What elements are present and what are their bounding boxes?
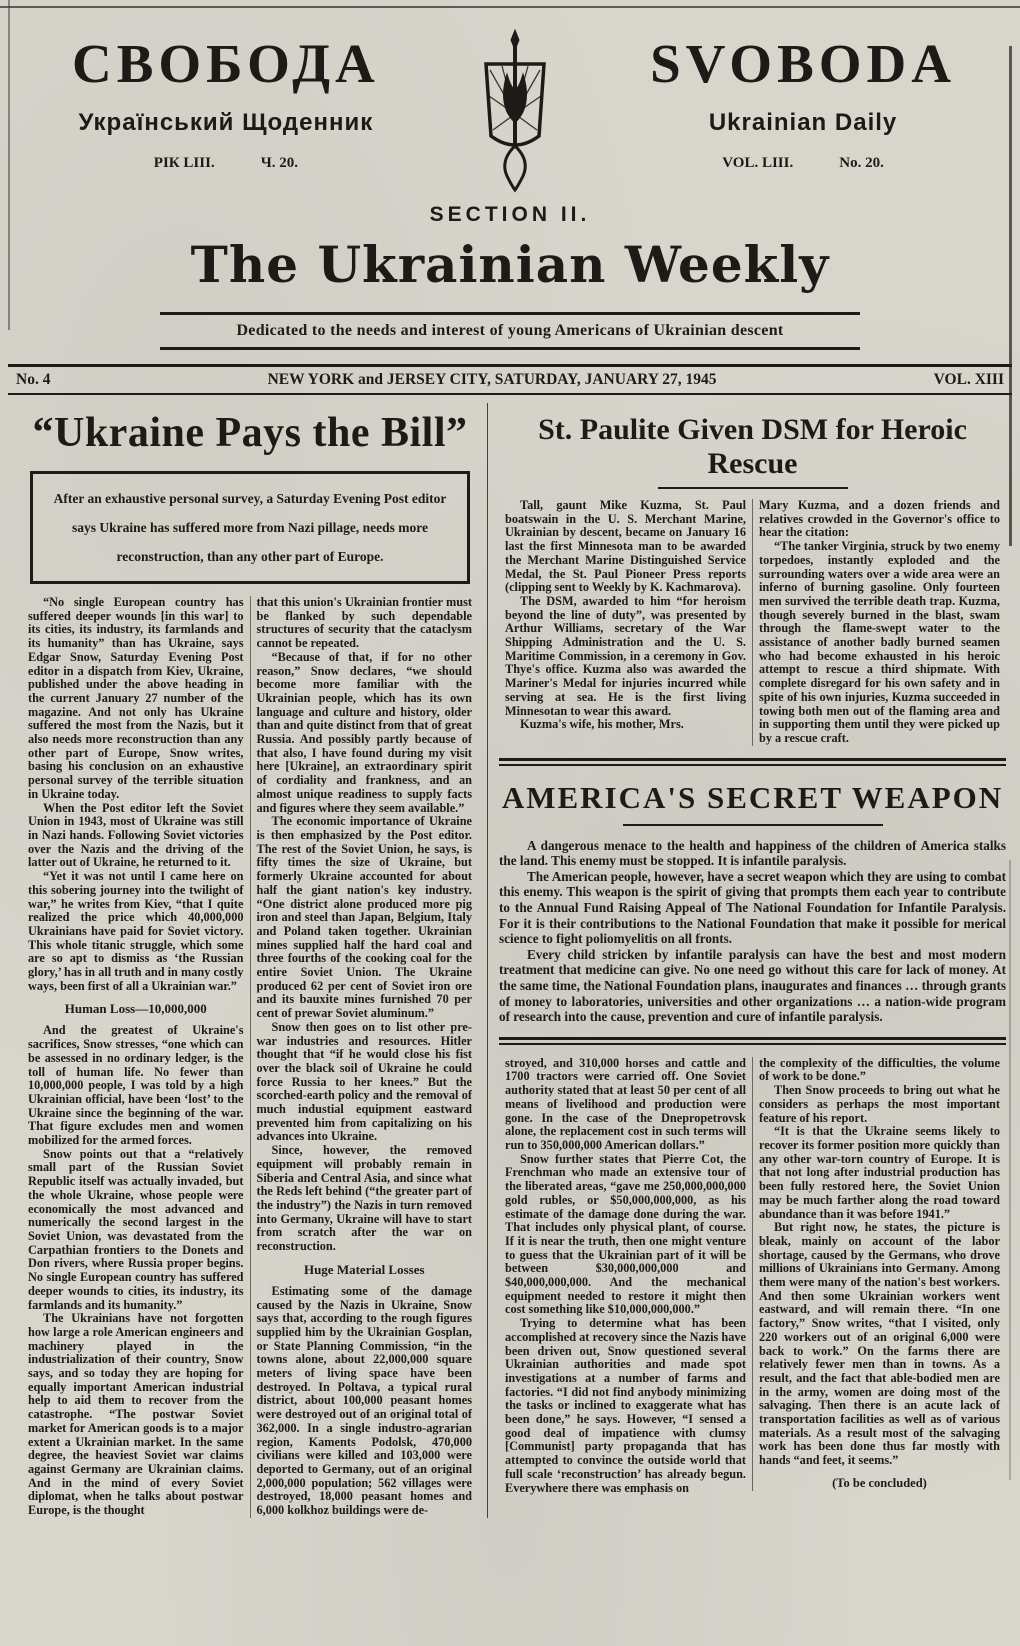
article-paragraph: Snow further states that Pierre Cot, the Frenchman who made an extensive tour of the liberated areas, “gave me 250,000,000,000 gold rubles, or $50,000,000,000, as his estimate of the damage done during the war. That includes only physical plant, of course. If it is near the truth, then one might venture to guess that the Ukrainian part of it will be between $30,000,000,000 and $40,000,000,000. And the mechanical equipment needed to restore it might then cost something like $10,000,000,000.”: [505, 1151, 746, 1317]
section-divider-rule: [499, 758, 1006, 766]
section-label: SECTION II.: [429, 203, 591, 226]
article-paragraph: Tall, gaunt Mike Kuzma, St. Paul boatswain in the U. S. Merchant Marine, Ukrainian by descent, became on January 16 last the first Minnesota man to be awarded the Merchant Marine Distinguished Service Medal, the St. Paul Pioneer Press reports (clipping sent to Weekly by K. Kachmarova).: [505, 498, 746, 595]
city-and-date: NEW YORK and JERSEY CITY, SATURDAY, JANUARY 27, 1945: [267, 371, 717, 388]
dsm-article-headline: St. Paulite Given DSM for Heroic Rescue: [538, 413, 967, 480]
article-paragraph: Snow then goes on to list other pre-war industries and resources. Hitler thought that “if he would close his fist over the black soil of Ukraine he could force Russia to her knees.” But the scorched-earth policy and the removal of much industial equipment eastward prevented him from capitalizing on his advances into Ukraine.: [256, 1019, 472, 1144]
article-paragraph: Estimating some of the damage caused by the Nazis in Ukraine, Snow says that, according to the rough figures supplied him by the Ukrainian Gosplan, or State Planning Commission, “in the towns alone, about 22,000,000 square meters of living space have been destroyed. In Poltava, a typical rural district, about 100,000 peasant homes were destroyed out of an original total of 362,000. In a single industro-agrarian region, Kaments Podolsk, 470,000 civilians were killed and 103,000 were deported to Germany, out of an original 2,000,000 population; 562 villages were destroyed, 18,000 peasant homes and 6,000 kolkhoz buildings were de-: [256, 1283, 472, 1518]
article-paragraph: Every child stricken by infantile paralysis can have the best and most modern treatment that medicine can give. No one need go without this care for lack of money. At the same time, the National Foundation plans, inaugurates and finances … through grants of money to laboratories, universities and other organizations … a nation-wide program of research into the cause, prevention and cure of infantile paralysis.: [499, 946, 1006, 1025]
article-paragraph: “It is that the Ukraine seems likely to recover its former position more quickly than any other war-torn country of Europe. It is that not long after industrial production has been fully restored here, the Soviet Union may be much farther along the road toward abundance than it was before 1941.”: [759, 1124, 1000, 1221]
article-paragraph: But right now, he states, the picture is bleak, mainly on account of the labor shortage, caused by the Germans, who drove millions of Ukrainians into Germany. Among them were many of the nation's best workers. And then some Ukrainian workers went eastward, and will remain there. “In one factory,” Snow writes, “that I visited, only 220 workers out of an original 6,000 were back to work.” On the farms there are relatively fewer men than in towns. As a result, and the fact that able-bodied men are in the army, women are doing most of the salvaging. Then there is an acute lack of transportation facilities as well as of various materials. As a result most of the salvaging work has been done thus far mostly with hands “and feet, it seems.”: [759, 1220, 1000, 1468]
right-number-label: No. 20.: [839, 155, 884, 171]
article-paragraph: “Because of that, if for no other reason,” Snow declares, “we should become more familiar with the Ukrainian people, which has its own language and culture and history, older than and quite distinct from that of great Russia. And possibly partly because of that also, I have found during my visit here [Ukraine], an extraordinary spirit of cordiality and frankness, and an almost unique readiness to supply facts and figures where they seem available.”: [256, 649, 472, 815]
article-paragraph: The American people, however, have a secret weapon which they are using to combat this enemy. This weapon is the spirit of giving that prompts them each year to contribute to the Annual Fund Raising Appeal of The National Foundation for Infantile Paralysis. For it is their contributions to the National Foundation that make it possible for merical science to fight poliomyelitis on all fronts.: [499, 868, 1006, 947]
ukrainian-daily-subtitle: Ukrainian Daily: [708, 109, 898, 136]
masthead-ukrainian-block: [72, 33, 380, 172]
dsm-headline-rule: [658, 487, 848, 489]
article-paragraph: “The tanker Virginia, struck by two enemy torpedoes, instantly exploded and the surrounding waters over a wide area were an inferno of burning gasoline. Only fourteen men survived the terrible death trap. Kuzma, though severely burned in the blast, swam through the flame-swept water to the assistance of another badly burned seamen who had become exhausted in his heroic attempt to rescue a third shipmate. With complete disregard for his own safety and in spite of his own injuries, Kuzma succeeded in towing both men out of the flaming area and in supporting them until they were picked up by a rescue craft.: [759, 539, 1000, 745]
article-paragraph: Then Snow proceeds to bring out what he considers as perhaps the most important feature of his report.: [759, 1083, 1000, 1125]
motto-text: Dedicated to the needs and interest of young Americans of Ukrainian descent: [236, 322, 784, 339]
left-volume-label: РІК LIII.: [153, 155, 215, 171]
left-number-label: Ч. 20.: [260, 155, 298, 171]
secret-weapon-article: [499, 780, 1006, 1025]
dsm-article: [499, 413, 1006, 746]
scan-edge-left: [8, 0, 10, 330]
scan-edge-right: [1009, 46, 1012, 546]
article-paragraph: The DSM, awarded to him “for heroism beyond the line of duty”, was presented by Arthur Williams, secretary of the War Shipping Administration and the U. S. Maritime Commission, in a ceremony in Gov. Thye's office. Kuzma also was awarded the Mariner's Medal for injuries incurred while serving at sea. He is the first living Minnesotan to wear this award.: [505, 593, 746, 718]
article-paragraph: Trying to determine what has been accomplished at recovery since the Nazis have been driven out, Snow questioned several Ukrainian authorities and made spot investigations at a number of farms and factories. “I did not find anybody minimizing the tasks or inclined to exaggerate what has been done,” he says. However, “I sensed a good deal of impatience with clumsy [Communist] party propaganda that has attempted to convince the outside world that full scale ‘reconstruction’ has already begun. Everywhere there was emphasis on: [505, 1316, 746, 1495]
right-page-section: [488, 403, 1006, 1518]
article-paragraph: A dangerous menace to the health and happiness of the children of America stalks the land. This enemy must be stopped. It is infantile paralysis.: [499, 837, 1006, 869]
to-be-concluded-note: (To be concluded): [832, 1475, 927, 1490]
ukrainian-daily-cyrillic-subtitle: Український Щоденник: [78, 109, 374, 136]
article-paragraph: stroyed, and 310,000 horses and cattle and 1700 tractors were carried off. One Soviet authority stated that at least 50 per cent of all means of livelihood and production were gone. In the case of the Dnepropetrovsk alone, the replacement cost in such terms will run to 350,000,000 American dollars.”: [505, 1055, 746, 1152]
lead-article-deck-box: [30, 471, 470, 584]
column-subhead: Huge Material Losses: [303, 1261, 425, 1277]
page-body: [0, 395, 1020, 1518]
masthead-right-meta: [650, 155, 956, 172]
article-paragraph: The economic importance of Ukraine is then emphasized by the Post editor. The rest of the Soviet Union, he says, is fifty times the size of Ukraine, but formerly Ukraine accounted for about half the giant nation's key industry. “One district alone produced more pig iron and steel than Japan, Belgium, Italy and Poland taken together. Ukrainian mines supplied half the hard coal and three fourths of the cooking coal for the entire Soviet Union. The Ukraine produced 62 per cent of Soviet iron ore and its bauxite mines furnished 70 per cent of prewar Soviet aluminum.”: [256, 814, 472, 1021]
svoboda-cyrillic-title: СВОБОДА: [72, 33, 380, 94]
motto-band: [160, 312, 860, 350]
masthead-english-block: [650, 33, 956, 172]
article-paragraph: “No single European country has suffered deeper wounds [in this war] to its cities, its industry, its farmlands and its humanity” than has Ukraine, says Edgar Snow, Saturday Evening Post editor in a dispatch from Kiev, Ukraine, published under the above heading in the current January 27 number of the magazine. And not only has Ukraine suffered the most from the Nazis, but it also needs more reconstruction than any other part of Europe, Snow writes, basing his conclusion on an exhaustive personal survey of the terrible situation in Ukraine today.: [28, 595, 244, 801]
article-paragraph: Since, however, the removed equipment will probably remain in Siberia and Central Asia, and since what the Reds left behind (“the greater part of the industry”) the Nazis in turn removed into Germany, Ukraine will have to start from scratch after the war on reconstruction.: [256, 1143, 472, 1254]
secret-weapon-headline: AMERICA'S SECRET WEAPON: [501, 779, 1004, 815]
svoboda-latin-title: SVOBODA: [650, 33, 956, 94]
article-paragraph: The Ukrainians have not forgotten how large a role American engineers and machinery played in the industrialization of their country, Snow says, and so today they are hoping for equally important American industrial help to aid them to recover from the catastrophe. “The postwar Soviet market for American goods is to a major extent a Ukrainian market. In the same degree, the heaviest Soviet war claims against Germany are Ukrainian claims. And in the mind of every Soviet diplomat, when he talks about postwar Europe, is the thought: [28, 1311, 244, 1518]
article-paragraph: Kuzma's wife, his mother, Mrs.: [520, 717, 684, 732]
article-paragraph: When the Post editor left the Soviet Union in 1943, most of Ukraine was still in Nazi hands. Following Soviet victories over the Nazis and the driving of the latter out of Ukraine, he returned to it.: [28, 800, 244, 870]
dsm-article-column-1: [499, 499, 752, 732]
lead-article-column-1: [22, 596, 250, 1518]
secret-weapon-body: [499, 838, 1006, 1025]
scan-edge-top: [0, 6, 1020, 8]
publication-title: The Ukrainian Weekly: [190, 235, 830, 294]
dateline: [0, 367, 1020, 393]
right-volume-label: VOL. LIII.: [722, 155, 794, 171]
volume-number: VOL. XIII: [933, 371, 1004, 388]
issue-number: No. 4: [16, 371, 51, 388]
lead-article-deck: After an exhaustive personal survey, a Saturday Evening Post editor says Ukraine has suffered more from Nazi pillage, needs more reconstruction, than any other part of Europe.: [53, 491, 447, 565]
lead-article-column-3: [499, 1057, 752, 1496]
article-paragraph: Snow points out that a “relatively small part of the Russian Soviet Republic itself was actually invaded, but the whole Ukraine, whose people were economically the most advanced and numerically the second largest in the Soviet Union, was devastated from the Carpathian frontiers to the Donets and Don rivers, where Russia proper begins. No single European country has suffered deeper wounds to cities, its industry, its farmlands and its humanity.”: [28, 1146, 244, 1312]
tryzub-trident-icon: [459, 26, 571, 199]
lead-article-column-2: [250, 596, 479, 1518]
masthead-left-meta: [72, 155, 380, 172]
masthead: [0, 0, 1020, 199]
secret-weapon-headline-rule: [623, 824, 883, 826]
article-paragraph: “Yet it was not until I came here on this sobering journey into the twilight of war,” he writes from Kiev, “that I quite realized the price which 40,000,000 Ukrainians have paid for Soviet victory. This whole titanic struggle, which some are so apt to dismiss as ‘the Russian glory,’ has in all truth and in many costly ways, been first of all a Ukrainian war.”: [28, 869, 244, 993]
scan-edge-right-lower: [1009, 860, 1011, 1480]
lead-article-headline: “Ukraine Pays the Bill”: [32, 410, 468, 456]
article-paragraph: And the greatest of Ukraine's sacrifices, Snow stresses, “one which can be assessed in no ordinary ledger, is the toll of human life. No fewer than 10,000,000 people, I was told by a high Ukrainian official, have been ‘lost’ to the Ukraine since the beginning of the war. That figure excludes men and women mobilized for the armed forces.: [28, 1023, 244, 1148]
lead-article: [22, 403, 488, 1518]
dsm-article-columns: [499, 499, 1006, 746]
section-divider-rule-2: [499, 1037, 1006, 1045]
column-subhead: Human Loss—10,000,000: [64, 1001, 207, 1017]
lead-article-column-4: [752, 1057, 1006, 1491]
article-paragraph: Mary Kuzma, and a dozen friends and relatives crowded in the Governor's office to hear the citation:: [759, 498, 1000, 540]
lead-article-columns: [22, 596, 478, 1518]
dsm-article-column-2: [752, 499, 1006, 746]
lead-article-continuation-columns: [499, 1057, 1006, 1496]
article-paragraph: the complexity of the difficulties, the volume of work to be done.”: [759, 1055, 1000, 1084]
article-paragraph: that this union's Ukrainian frontier must be flanked by such dependable structures of security that the cataclysm cannot be repeated.: [256, 595, 472, 651]
